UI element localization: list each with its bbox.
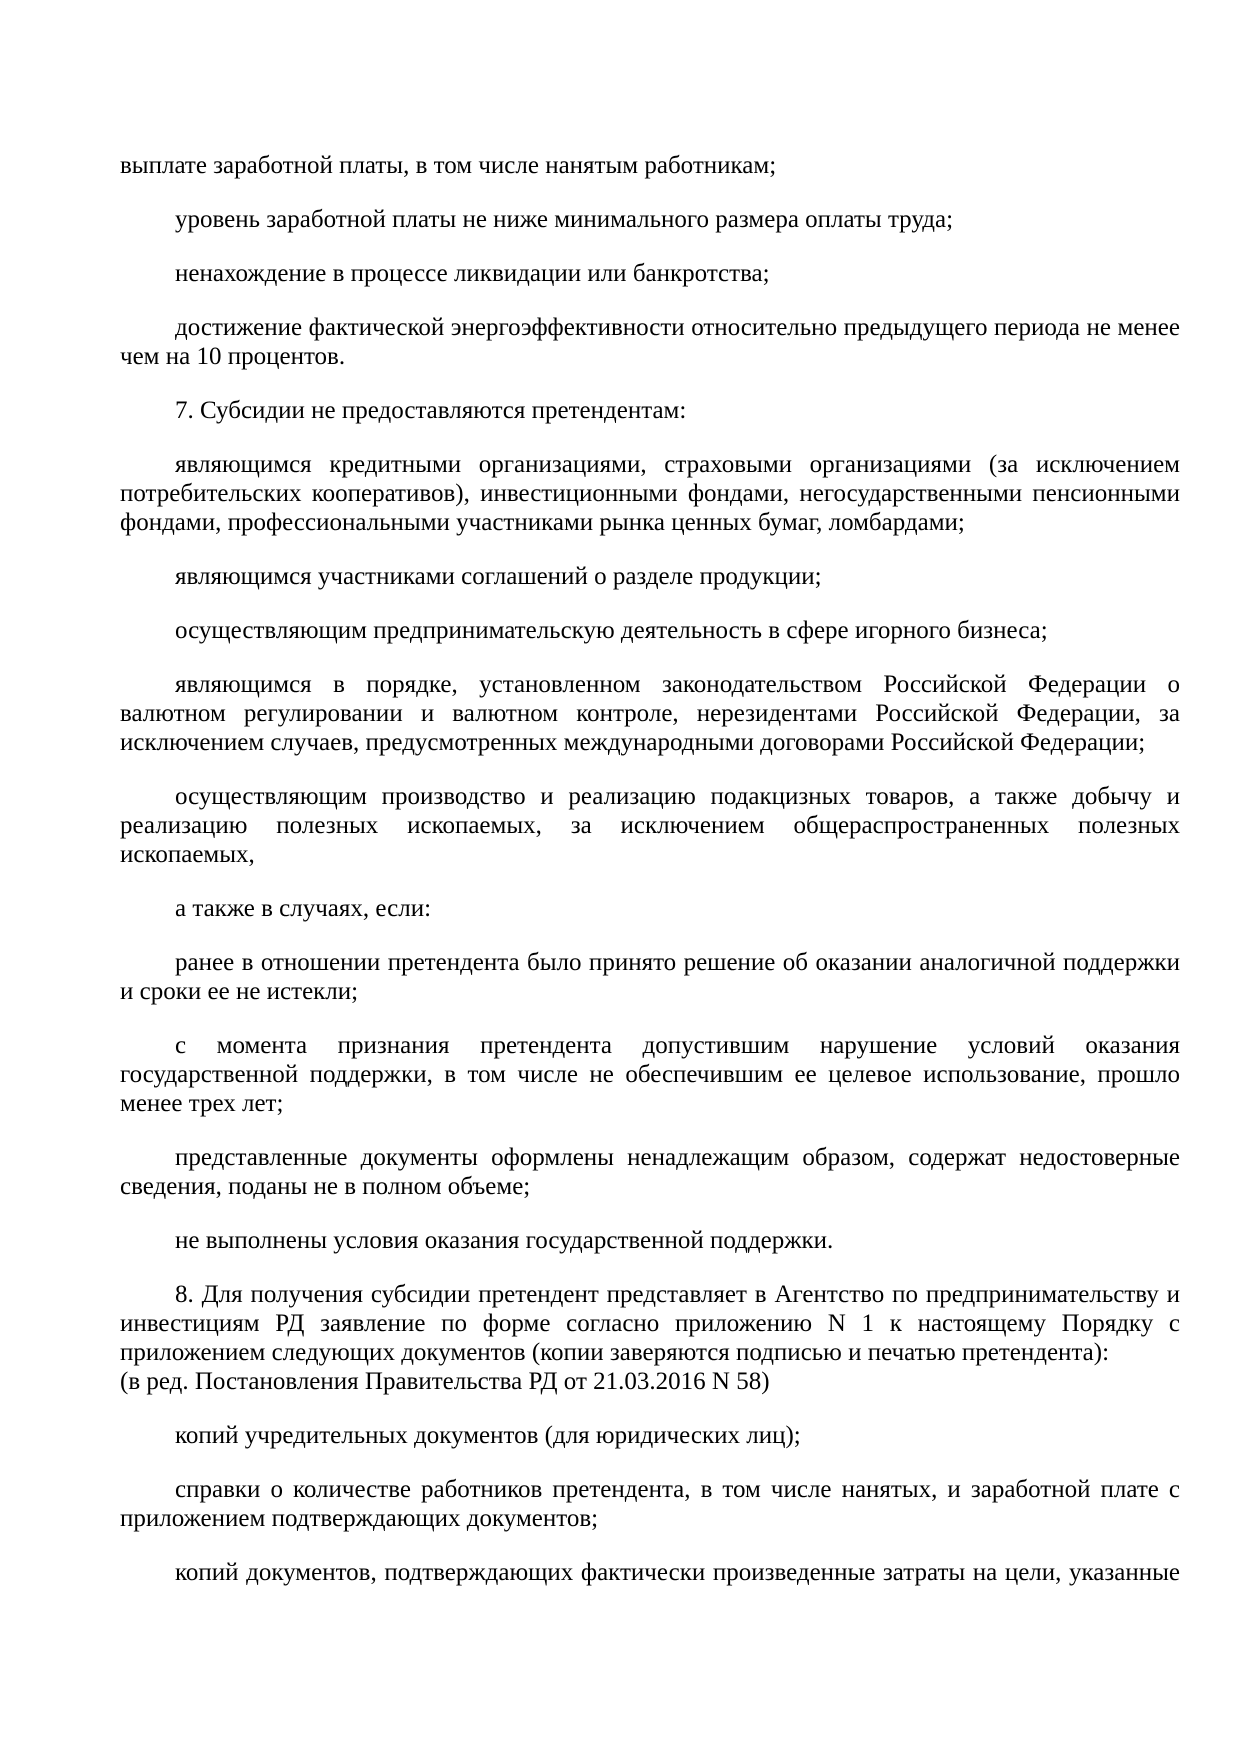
paragraph: осуществляющим предпринимательскую деятельность в сфере игорного бизнеса; — [175, 617, 1048, 644]
section-heading: 7. Субсидии не предоставляются претендентам: — [175, 397, 687, 424]
amendment-note: (в ред. Постановления Правительства РД от 21.03.2016 N 58) — [120, 1368, 770, 1395]
paragraph: представленные документы оформлены ненадлежащим образом, содержат недостоверные сведения, поданы не в полном объеме; — [120, 1144, 1180, 1200]
paragraph: не выполнены условия оказания государственной поддержки. — [175, 1227, 834, 1254]
paragraph: являющимся кредитными организациями, страховыми организациями (за исключением потребительских кооперативов), инвестиционными фондами, негосударственными пенсионными фондами, профессиональными участниками рынка ценных бумаг, ломбардами; — [120, 451, 1180, 536]
paragraph: ранее в отношении претендента было принято решение об оказании аналогичной поддержки и сроки ее не истекли; — [120, 949, 1180, 1005]
paragraph: являющимся в порядке, установленном законодательством Российской Федерации о валютном регулировании и валютном контроле, нерезидентами Российской Федерации, за исключением случаев, предусмотренных международными договорами Российской Федерации; — [120, 671, 1180, 756]
paragraph: копий учредительных документов (для юридических лиц); — [175, 1422, 801, 1449]
document-page — [120, 151, 1180, 1612]
paragraph: копий документов, подтверждающих фактически произведенные затраты на цели, указанные — [175, 1559, 1180, 1586]
paragraph: достижение фактической энергоэффективности относительно предыдущего периода не менее чем на 10 процентов. — [120, 314, 1180, 370]
paragraph: уровень заработной платы не ниже минимального размера оплаты труда; — [175, 206, 954, 233]
paragraph: а также в случаях, если: — [175, 895, 432, 922]
paragraph: осуществляющим производство и реализацию подакцизных товаров, а также добычу и реализацию полезных ископаемых, за исключением общераспространенных полезных ископаемых, — [120, 783, 1180, 868]
paragraph: ненахождение в процессе ликвидации или банкротства; — [175, 260, 770, 287]
paragraph: справки о количестве работников претендента, в том числе нанятых, и заработной плате с приложением подтверждающих документов; — [120, 1476, 1180, 1532]
section-heading: 8. Для получения субсидии претендент представляет в Агентство по предпринимательству и инвестициям РД заявление по форме согласно приложению N 1 к настоящему Порядку с приложением следующих документов (копии заверяются подписью и печатью претендента): — [120, 1281, 1180, 1366]
paragraph: выплате заработной платы, в том числе нанятым работникам; — [120, 152, 777, 179]
paragraph: являющимся участниками соглашений о разделе продукции; — [175, 563, 822, 590]
paragraph: с момента признания претендента допустившим нарушение условий оказания государственной поддержки, в том числе не обеспечившим ее целевое использование, прошло менее трех лет; — [120, 1032, 1180, 1117]
